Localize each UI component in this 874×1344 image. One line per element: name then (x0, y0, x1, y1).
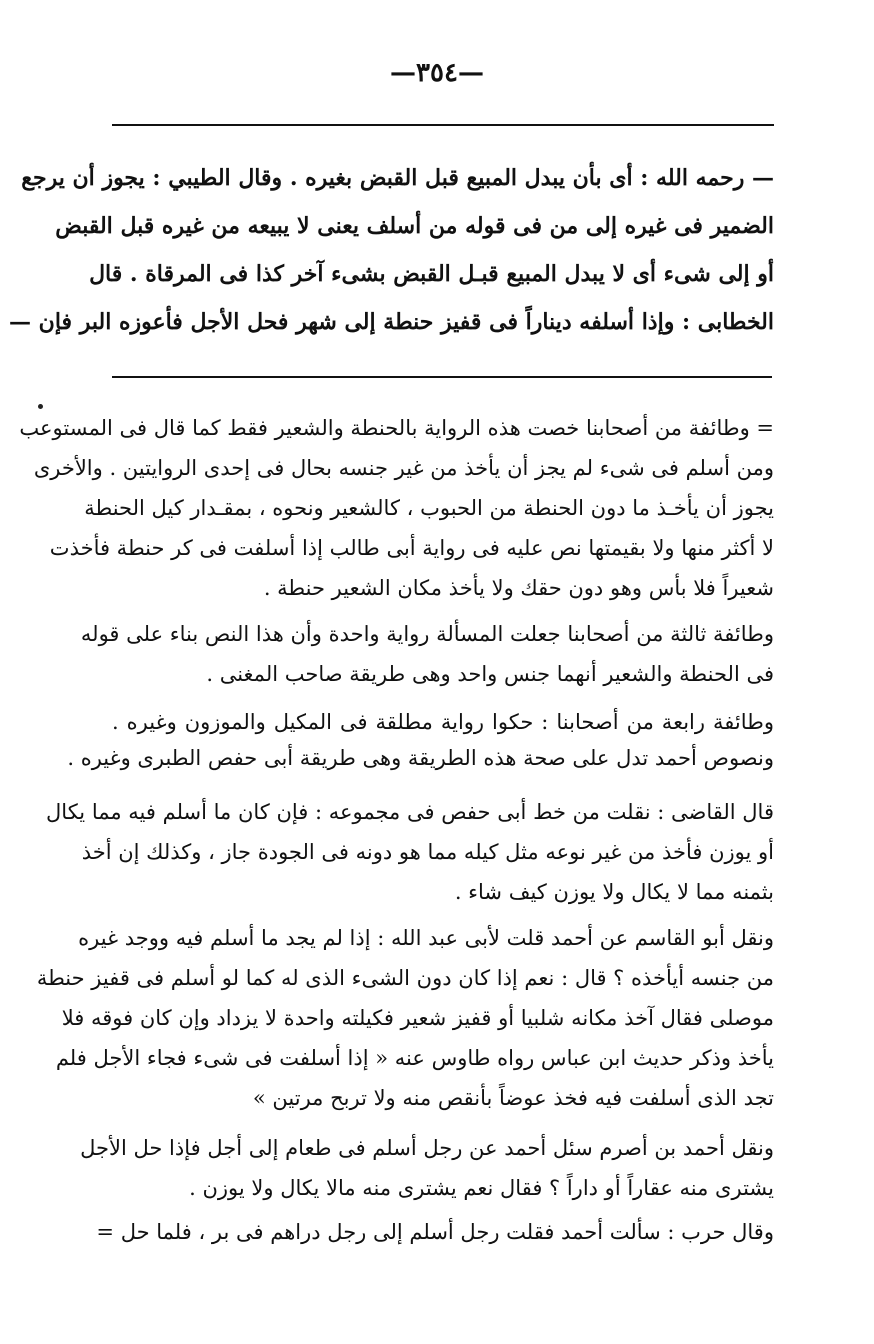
paragraph-3 (67, 704, 774, 776)
footnote-line: أو إلى شىء أى لا يبدل المبيع قبـل القبض بشىء آخر كذا فى المرقاة . قال (89, 261, 774, 287)
paragraph-2 (80, 614, 774, 694)
text-line: لا أكثر منها ولا بقيمتها نص عليه فى رواية أبى طالب إذا أسلفت فى كر حنطة فأخذت (49, 536, 774, 560)
text-line: من جنسه أيأخذه ؟ قال : نعم إذا كان دون الشىء الذى له كما لو أسلم فى قفيز حنطة (36, 966, 774, 990)
text-line: ونقل أحمد بن أصرم سئل أحمد عن رجل أسلم فى طعام إلى أجل فإذا حل الأجل (80, 1136, 774, 1160)
footnote-block (9, 154, 774, 346)
footnote-line: — رحمه الله : أى بأن يبدل المبيع قبل القبض بغيره . وقال الطيبي : يجوز أن يرجع (21, 165, 774, 191)
text-line: بثمنه مما لا يكال ولا يوزن كيف شاء . (454, 880, 774, 904)
text-line: ونقل أبو القاسم عن أحمد قلت لأبى عبد الله : إذا لم يجد ما أسلم فيه ووجد غيره (78, 926, 774, 950)
text-line: يجوز أن يأخـذ ما دون الحنطة من الحبوب ، كالشعير ونحوه ، بمقـدار كيل الحنطة (84, 496, 774, 520)
text-line: موصلى فقال آخذ مكانه شلبيا أو قفيز شعير فكيلته واحدة لا يزداد وإن كان فوقه فلا (61, 1006, 774, 1030)
text-line: قال القاضى : نقلت من خط أبى حفص فى مجموعه : فإن كان ما أسلم فيه مما يكال (46, 800, 774, 824)
text-line: يشترى منه عقاراً أو داراً ؟ فقال نعم يشترى منه مالا يكال ولا يوزن . (189, 1176, 774, 1200)
text-line: وطائفة رابعة من أصحابنا : حكوا رواية مطلقة فى المكيل والموزون وغيره . (112, 710, 774, 734)
text-line: يأخذ وذكر حديث ابن عباس رواه طاوس عنه « إذا أسلفت فى شىء فجاء الأجل فلم (55, 1046, 774, 1070)
text-line: وطائفة ثالثة من أصحابنا جعلت المسألة رواية واحدة وأن هذا النص بناء على قوله (80, 622, 774, 646)
top-rule (112, 124, 774, 126)
text-line: وقال حرب : سألت أحمد فقلت رجل أسلم إلى رجل دراهم فى بر ، فلما حل = (96, 1220, 774, 1244)
text-line: شعيراً فلا بأس وهو دون حقك ولا يأخذ مكان الشعير حنطة . (263, 576, 774, 600)
paragraph-7 (96, 1212, 774, 1252)
text-line: ومن أسلم فى شىء لم يجز أن يأخذ من غير جنسه بحال فى إحدى الروايتين . والأخرى (33, 456, 774, 480)
separator-rule (112, 376, 772, 378)
text-line: فى الحنطة والشعير أنهما جنس واحد وهى طريقة صاحب المغنى . (206, 662, 774, 686)
paragraph-1 (19, 408, 774, 608)
text-line: = وطائفة من أصحابنا خصت هذه الرواية بالحنطة والشعير فقط كما قال فى المستوعب (19, 416, 774, 440)
footnote-line: الخطابى : وإذا أسلفه ديناراً فى قفيز حنطة إلى شهر فحل الأجل فأعوزه البر فإن — (9, 309, 774, 335)
paragraph-6 (80, 1128, 774, 1208)
text-line: تجد الذى أسلفت فيه فخذ عوضاً بأنقص منه ولا تربح مرتين » (252, 1086, 774, 1110)
text-line: أو يوزن فأخذ من غير نوعه مثل كيله مما هو دونه فى الجودة جاز ، وكذلك إن أخذ (81, 840, 774, 864)
paragraph-4 (46, 792, 774, 912)
footnote-line: الضمير فى غيره إلى من فى قوله من أسلف يعنى لا يبيعه من غيره قبل القبض (55, 213, 774, 239)
text-line: ونصوص أحمد تدل على صحة هذه الطريقة وهى طريقة أبى حفص الطبرى وغيره . (67, 746, 774, 770)
page-number: —٣٥٤— (390, 58, 484, 88)
paragraph-5 (36, 918, 774, 1118)
